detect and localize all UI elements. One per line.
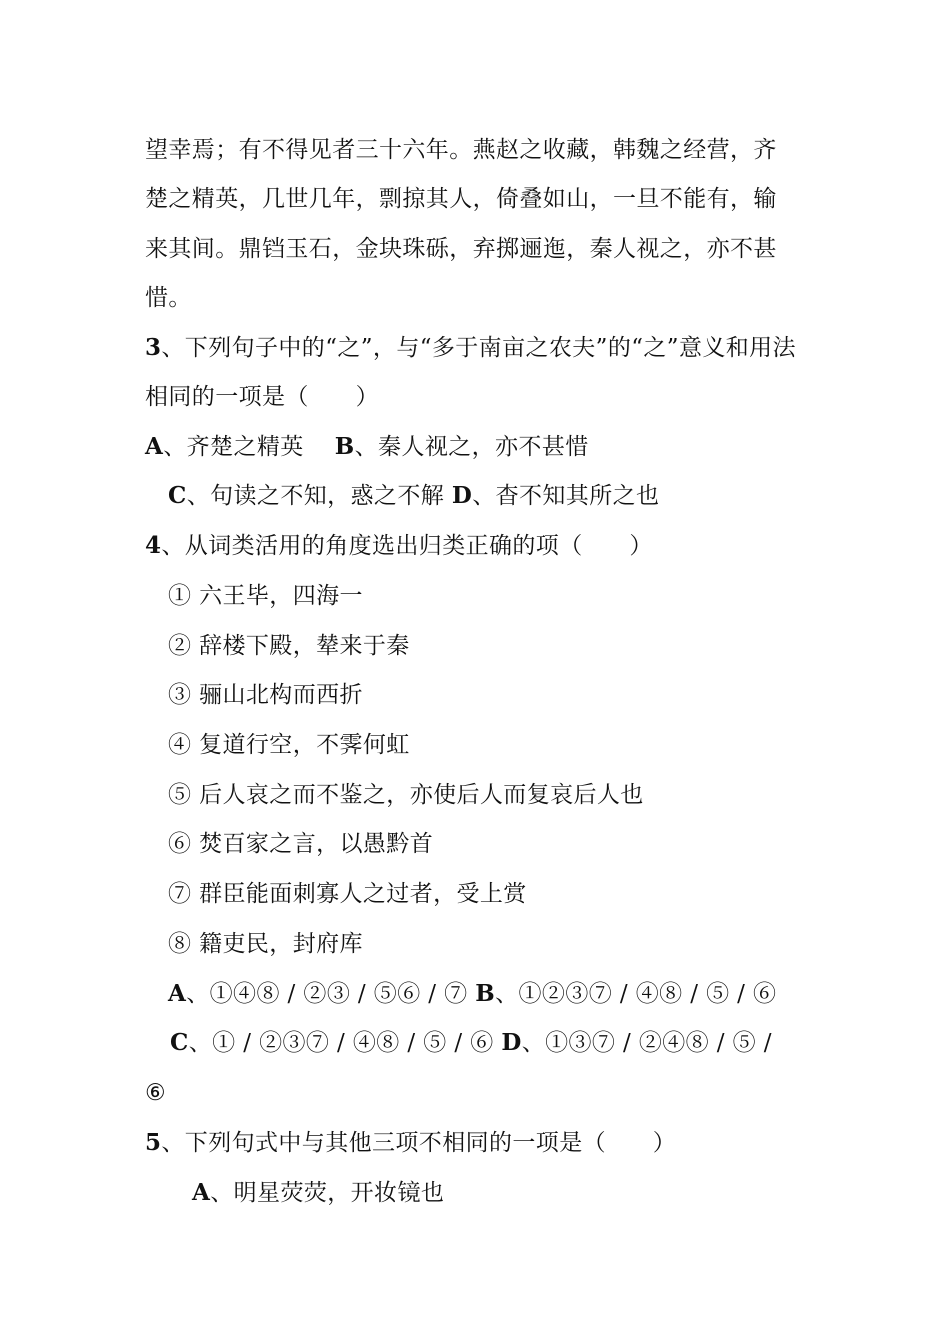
question-3-stem-cont: 相同的一项是（ ） [145, 384, 379, 410]
option-letter: B [475, 980, 496, 1007]
option-text: 、句读之不知，惑之不解 [186, 483, 452, 509]
option-text: 、①②③⑦ / ④⑧ / ⑤ / ⑥ [495, 981, 777, 1007]
question-4-stem [145, 531, 810, 561]
option-letter: A [145, 433, 164, 460]
question-number: 4 [145, 532, 162, 559]
passage-line: 楚之精英，几世几年，剽掠其人，倚叠如山，一旦不能有，输 [145, 186, 777, 212]
option-letter: D [451, 482, 473, 509]
question-3-options-row-2 [168, 481, 833, 511]
list-item: ② 辞楼下殿，辇来于秦 [168, 633, 410, 659]
question-5-text: 、下列句式中与其他三项不相同的一项是（ ） [161, 1130, 677, 1156]
option-letter: C [170, 1029, 189, 1056]
list-item: ⑤ 后人哀之而不鉴之，亦使后人而复哀后人也 [168, 782, 644, 808]
question-4-options-row-1 [168, 979, 833, 1009]
question-4-text: 、从词类活用的角度选出归类正确的项（ ） [161, 533, 653, 559]
option-text: 、① / ②③⑦ / ④⑧ / ⑤ / ⑥ [188, 1030, 502, 1056]
list-item: ⑧ 籍吏民，封府库 [168, 931, 363, 957]
passage-line: 来其间。鼎铛玉石，金块珠砾，弃掷逦迤，秦人视之，亦不甚 [145, 236, 777, 262]
option-letter: C [168, 482, 187, 509]
question-3-options-row-1 [145, 432, 810, 462]
option-text: 、①④⑧ / ②③ / ⑤⑥ / ⑦ [186, 981, 476, 1007]
question-4-option-wrap: ⑥ [145, 1080, 167, 1106]
list-item: ③ 骊山北构而西折 [168, 682, 363, 708]
list-item: ⑥ 焚百家之言，以愚黔首 [168, 831, 434, 857]
question-3-text: 、下列句子中的“之”，与“多于南亩之农夫”的“之”意义和用法 [161, 335, 796, 361]
list-item: ① 六王毕，四海一 [168, 583, 363, 609]
question-4-options-row-2 [170, 1028, 835, 1058]
question-5-option-a [192, 1178, 857, 1208]
option-text: 、齐楚之精英 [163, 434, 328, 460]
question-number: 3 [145, 334, 162, 361]
question-5-stem [145, 1128, 810, 1158]
option-letter: D [501, 1029, 522, 1056]
option-text: 、①③⑦ / ②④⑧ / ⑤ / [521, 1030, 772, 1056]
option-letter: B [334, 433, 355, 460]
option-text: 、杳不知其所之也 [472, 483, 660, 509]
question-number: 5 [145, 1129, 162, 1156]
list-item: ⑦ 群臣能面刺寡人之过者，受上赏 [168, 881, 527, 907]
option-letter: A [192, 1179, 211, 1206]
list-item: ④ 复道行空，不霁何虹 [168, 732, 410, 758]
option-text: 、明星荧荧，开妆镜也 [210, 1180, 445, 1206]
passage-line: 惜。 [145, 285, 192, 311]
question-3-stem [145, 333, 810, 363]
passage-line: 望幸焉；有不得见者三十六年。燕赵之收藏，韩魏之经营，齐 [145, 137, 777, 163]
option-letter: A [168, 980, 187, 1007]
option-text: 、秦人视之，亦不甚惜 [354, 434, 589, 460]
